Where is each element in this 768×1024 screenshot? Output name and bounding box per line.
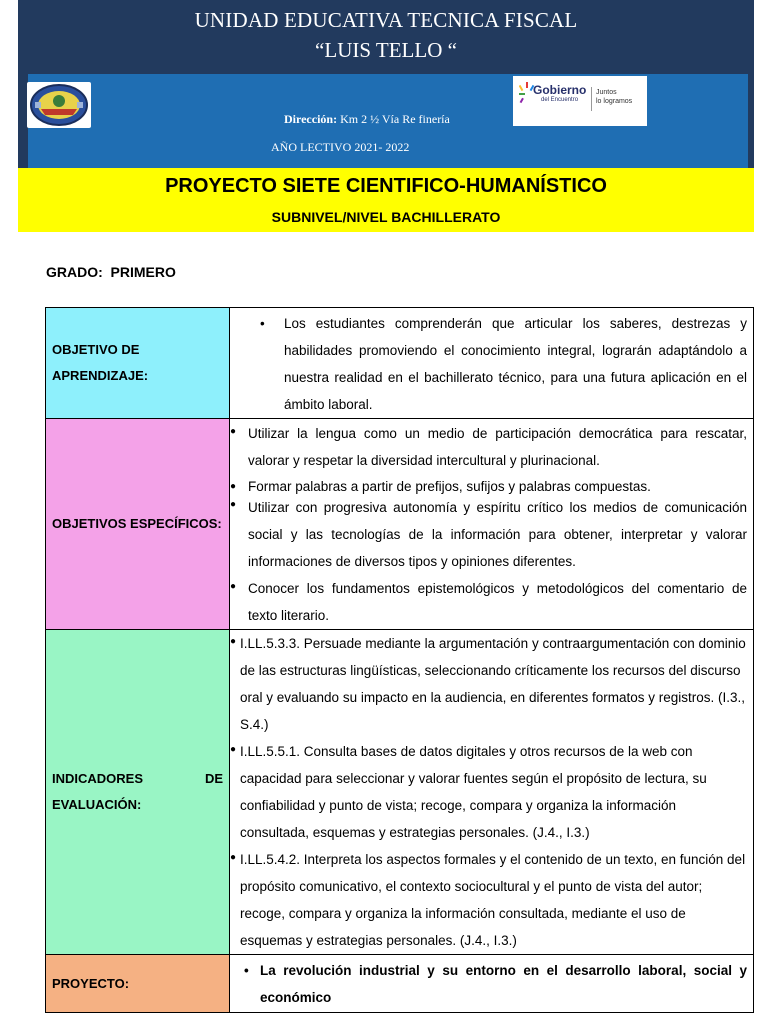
list-item bbox=[230, 630, 747, 738]
especifico-text: Utilizar con progresiva autonomía y espíritu crítico los medios de comunicación social y las tecnologías de la información para obtener, interpretar y valorar informaciones de diversos tipos y opiniones diferentes. bbox=[248, 499, 747, 569]
encuentro-word: del Encuentro bbox=[541, 97, 579, 103]
objetivo-text: Los estudiantes comprenderán que articular los saberes, destrezas y habilidades promoviendo el conocimiento integral, lograrán adaptándolo a nuestra realidad en el bachillerato técnico, para una futura aplicación en el ámbito laboral. bbox=[284, 316, 747, 412]
list-item bbox=[230, 494, 747, 575]
bullet-icon: ● bbox=[230, 425, 237, 437]
bullet-icon: ● bbox=[230, 498, 237, 510]
list-item bbox=[230, 420, 747, 474]
header-edge-right bbox=[748, 74, 754, 168]
project-subtitle: SUBNIVEL/NIVEL BACHILLERATO bbox=[271, 209, 501, 225]
label-indicadores-b: DE bbox=[204, 771, 223, 786]
bullet-icon: ● bbox=[230, 852, 237, 863]
row-proyecto bbox=[46, 955, 754, 1013]
row-objetivo bbox=[46, 308, 754, 419]
label-especificos: OBJETIVOS ESPECÍFICOS: bbox=[46, 419, 230, 630]
label-indicadores-c: EVALUACIÓN: bbox=[52, 797, 142, 812]
list-item bbox=[230, 846, 747, 954]
direccion-value: Km 2 ½ Vía Re finería bbox=[337, 112, 450, 126]
header-title-band bbox=[18, 0, 754, 74]
school-name-line1: UNIDAD EDUCATIVA TECNICA FISCAL bbox=[194, 8, 578, 32]
label-proyecto: PROYECTO: bbox=[46, 955, 230, 1013]
label-indicadores bbox=[46, 630, 230, 955]
gobierno-word: Gobierno bbox=[533, 83, 587, 97]
especifico-text: Formar palabras a partir de prefijos, sufijos y palabras compuestas. bbox=[248, 478, 651, 494]
cell-proyecto bbox=[230, 955, 754, 1013]
project-title: PROYECTO SIETE CIENTIFICO-HUMANÍSTICO bbox=[165, 175, 607, 197]
bullet-icon: • bbox=[244, 962, 249, 978]
direccion-label: Dirección: bbox=[284, 112, 338, 126]
school-crest-icon bbox=[27, 82, 91, 128]
especifico-text: Conocer los fundamentos epistemológicos y metodológicos del comentario de texto literario. bbox=[248, 580, 747, 623]
juntos-text bbox=[596, 88, 632, 106]
label-indicadores-a: INDICADORES bbox=[52, 771, 144, 786]
bullet-icon: ● bbox=[230, 580, 237, 592]
especifico-text: Utilizar la lengua como un medio de participación democrática para rescatar, valorar y respetar la diversidad intercultural y plurinacional. bbox=[248, 425, 747, 468]
bullet-icon: • bbox=[260, 316, 265, 331]
bullet-icon: ● bbox=[230, 480, 237, 492]
cell-especificos bbox=[230, 419, 754, 630]
list-item bbox=[230, 575, 747, 629]
school-name-line2: “LUIS TELLO “ bbox=[315, 38, 457, 62]
project-banner bbox=[18, 168, 754, 232]
grado-label: GRADO: PRIMERO bbox=[46, 264, 176, 280]
bullet-icon: ● bbox=[230, 744, 237, 755]
proyecto-text: La revolución industrial y su entorno en el desarrollo laboral, social y económico bbox=[260, 962, 747, 1005]
gobierno-logo-icon bbox=[513, 76, 647, 126]
planning-table bbox=[45, 307, 754, 1013]
juntos-line2: lo logramos bbox=[596, 98, 633, 105]
row-indicadores bbox=[46, 630, 754, 955]
indicador-text: I.LL.5.5.1. Consulta bases de datos digitales y otros recursos de la web con capacidad para seleccionar y valorar fuentes según el propósito de lectura, su confiabilidad y punto de vista; recoge, compara y organiza la información consultada, esquemas y estrategias personales. (J.4., I.3.) bbox=[240, 744, 707, 840]
juntos-line1: Juntos bbox=[596, 89, 617, 96]
row-especificos bbox=[46, 419, 754, 630]
indicador-text: I.LL.5.3.3. Persuade mediante la argumentación y contraargumentación con dominio de las estructuras lingüísticas, seleccionando críticamente los recursos del discurso oral y evaluando su impacto en la audiencia, en diferentes formatos y registros. (I.3., S.4.) bbox=[240, 636, 746, 732]
label-objetivo: OBJETIVO DE APRENDIZAJE: bbox=[46, 308, 230, 419]
list-item bbox=[230, 738, 747, 846]
cell-indicadores bbox=[230, 630, 754, 955]
logo-separator bbox=[591, 87, 592, 111]
indicador-text: I.LL.5.4.2. Interpreta los aspectos formales y el contenido de un texto, en función del propósito comunicativo, el contexto sociocultural y el punto de vista del autor; recoge, compara y organiza la información consultada, mediante el uso de esquemas y estrategias personales. (J.4., I.3.) bbox=[240, 852, 746, 948]
anio-lectivo: AÑO LECTIVO 2021- 2022 bbox=[271, 140, 410, 154]
bullet-icon: ● bbox=[230, 636, 237, 647]
cell-objetivo bbox=[230, 308, 754, 419]
direccion bbox=[284, 112, 450, 127]
